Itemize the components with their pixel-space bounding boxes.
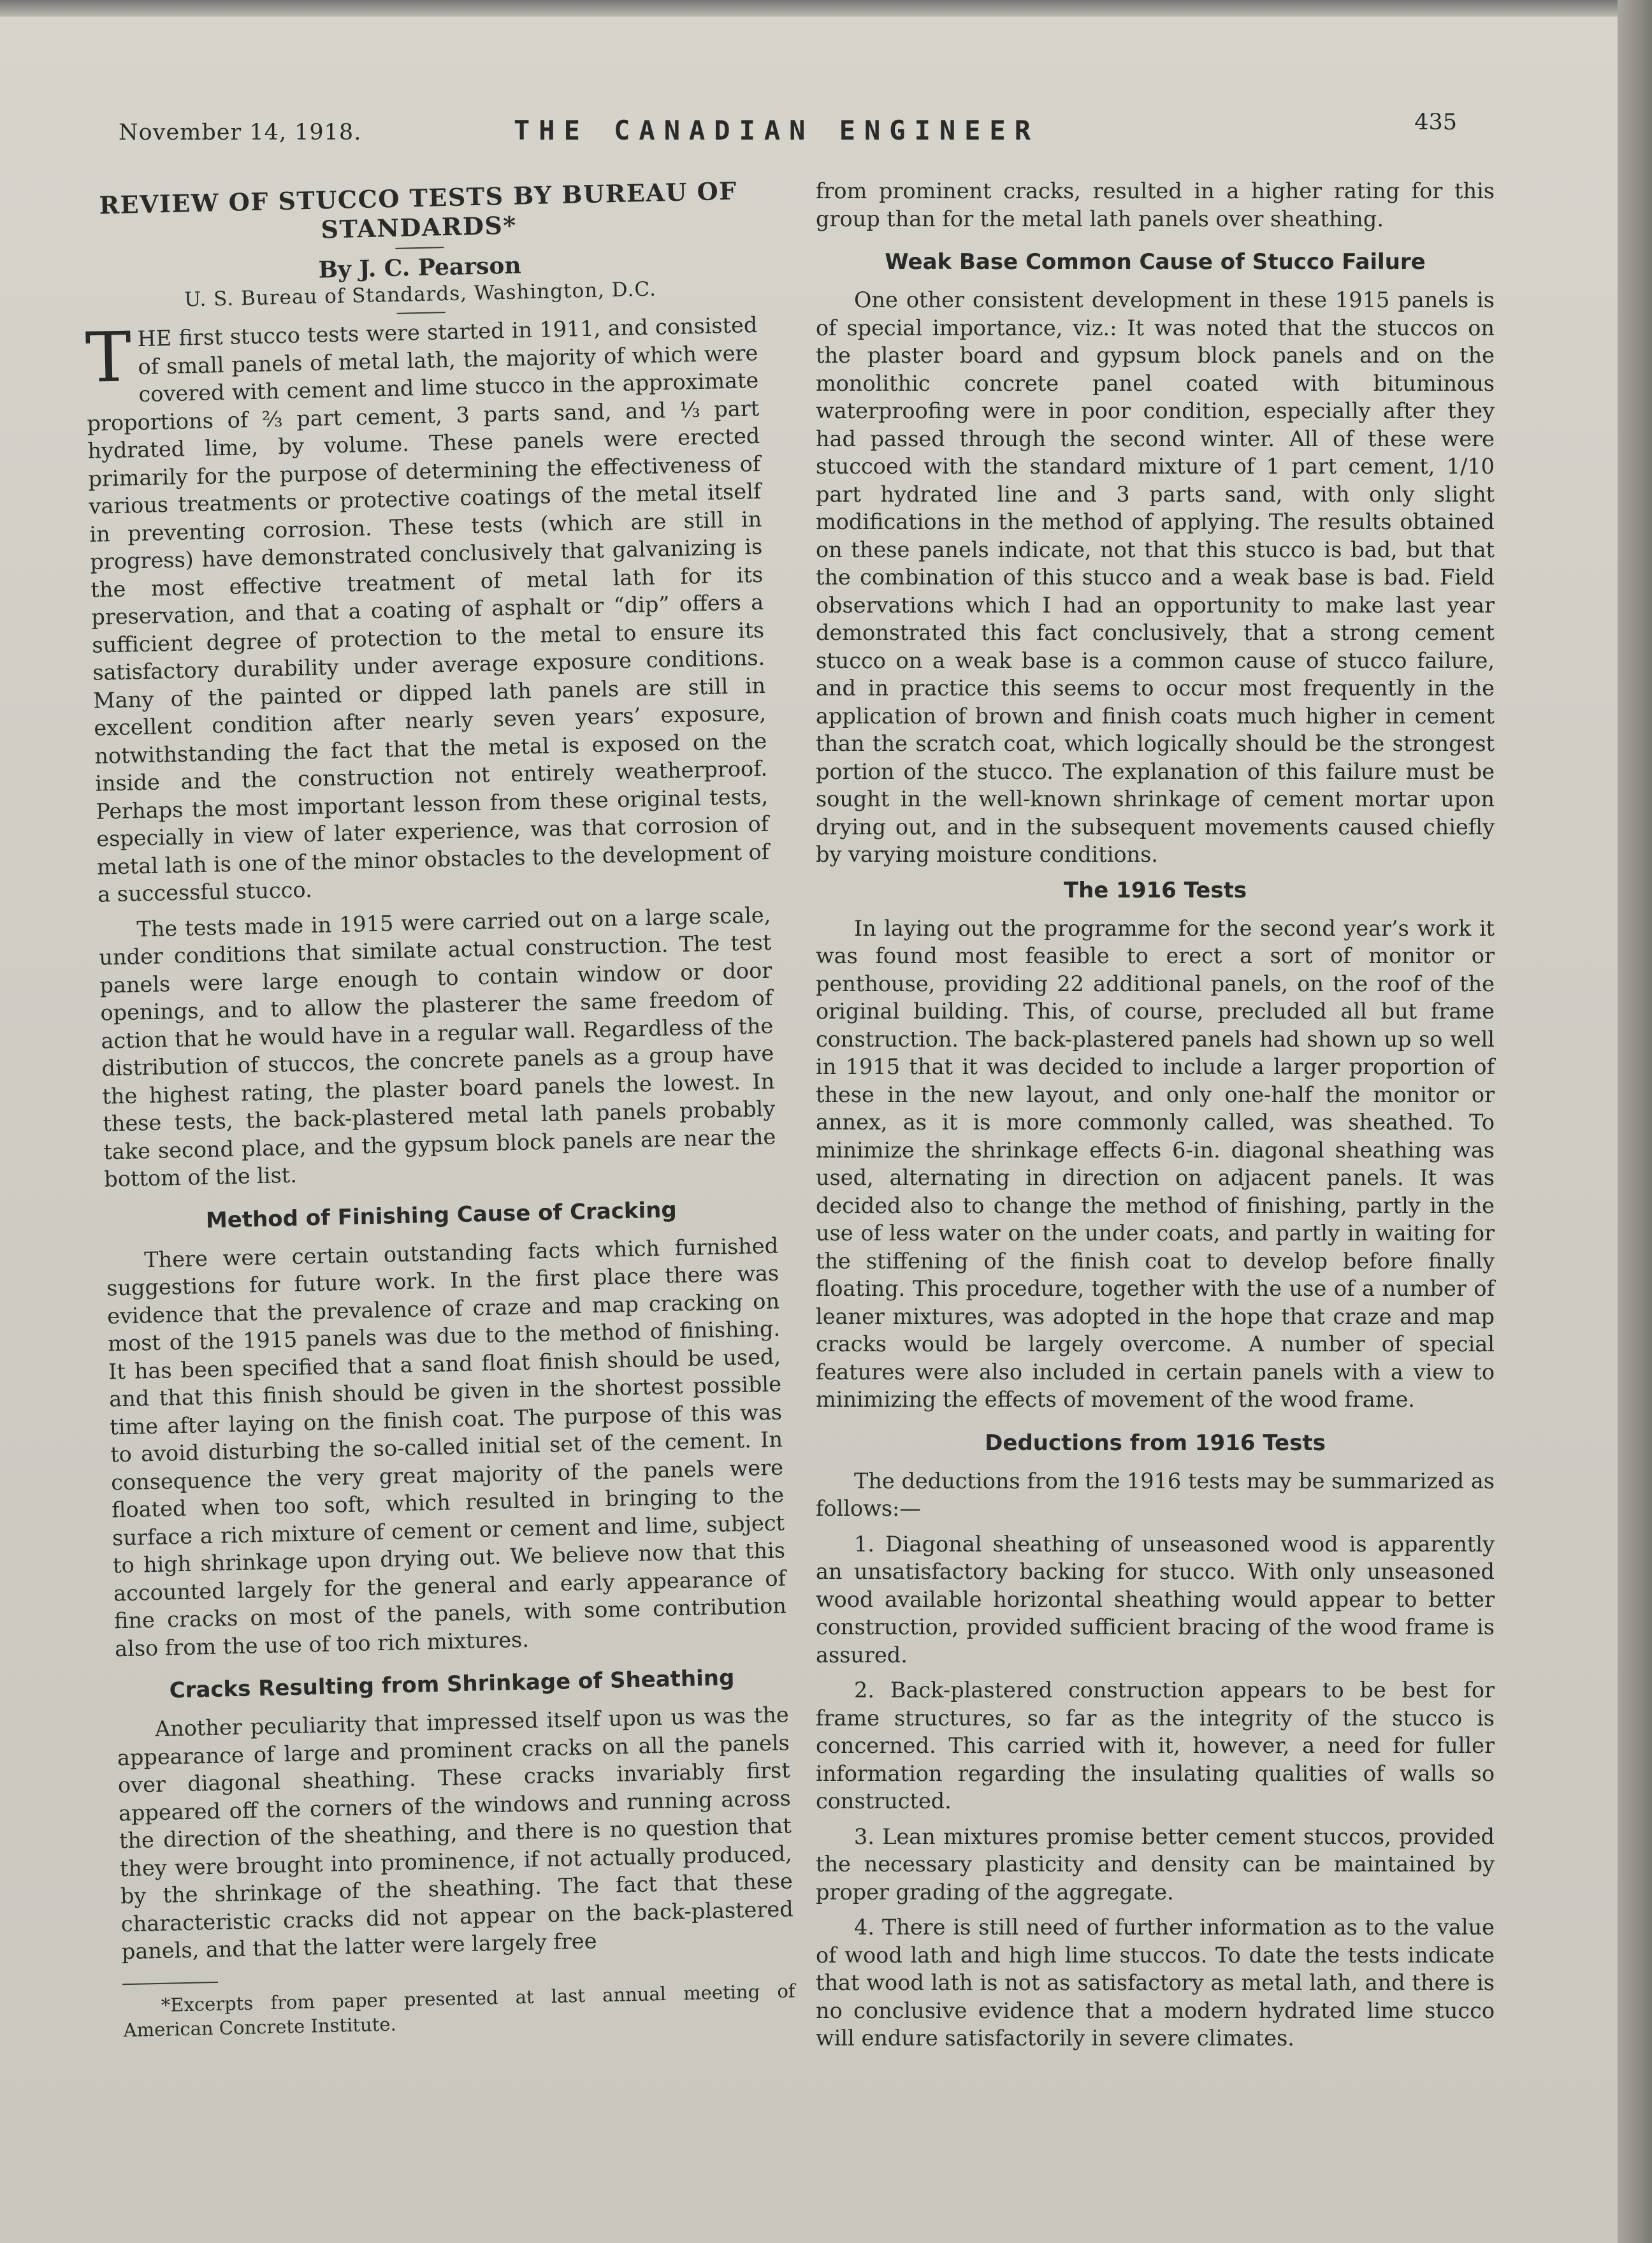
title-separator (395, 247, 444, 249)
paragraph-weak-base: One other consistent development in these 1915 panels is of special importance, viz.: It was noted that the stuccos on the plaster board and gypsum block panels and on the monolithic concrete panel coated with bituminous waterproofing were in poor condition, especially after they had passed through the second winter. All of these were stuccoed with the standard mixture of 1 part cement, 1/10 part hydrated line and 3 parts sand, with only slight modifications in the method of applying. The results obtained on these panels indicate, not that this stucco is bad, but that the combination of this stucco and a weak base is bad. Field observations which I had an opportunity to make last year demonstrated this fact conclusively, that a strong cement stucco on a weak base is a common cause of stucco failure, and in practice this seems to occur most frequently in the application of brown and finish coats much higher in cement than the scratch coat, which logically should be the strongest portion of the stucco. The explanation of this failure must be sought in the well-known shrinkage of cement mortar upon drying out, and in the subsequent movements caused chiefly by varying moisture conditions. (816, 287, 1495, 867)
paragraph-sheathing-cracks: Another peculiarity that impressed itself upon us was the appearance of large and prominent cracks on all the panels over diagonal sheathing. These cracks invariably first appeared off the corners of the windows and running across the direction of the sheathing, and there is no question that they were brought into prominence, if not actually produced, by the shrinkage of the sheathing. The fact that these characteristic cracks did not appear on the back-plastered panels, and that the latter were largely free (117, 1702, 794, 1964)
article-title-line-1: REVIEW OF STUCCO TESTS BY BUREAU OF (99, 176, 738, 220)
paragraph-finishing-method: There were certain outstanding facts which furnished suggestions for future work. In the first place there was evidence that the prevalence of craze and map cracking on most of the 1915 panels was due to the method of finishing. It has been specified that a sand float finish should be used, and that this finish should be given in the shortest possible time after laying on the finish coat. The purpose of this was to avoid disturbing the so-called initial set of the cement. In consequence the very great majority of the panels were floated when too soft, which resulted in bringing to the surface a rich mixture of cement or cement and lime, subject to high shrinkage upon drying out. We believe now that this accounted largely for the general and early appearance of fine cracks on most of the panels, with some contribution also from the use of too rich mixtures. (106, 1233, 787, 1661)
article-title (82, 176, 755, 250)
heading-weak-base: Weak Base Common Cause of Stucco Failure (885, 249, 1426, 275)
deduction-item-4: 4. There is still need of further information as to the value of wood lath and high lime stuccos. To date the tests indicate that wood lath is not as satisfactory as metal lath, and there is no conclusive evidence that a modern hydrated lime stucco will endure satisfactorily in severe climates. (816, 1915, 1495, 2051)
right-column (816, 177, 1495, 2060)
intro-text: HE first stucco tests were started in 1911, and consisted of small panels of metal lath, the majority of which were covered with cement and lime stucco in the approximate proportions of ⅔ part cement, 3 parts sand, and ⅓ part hydrated lime, by volume. These panels were erected primarily for the purpose of determining the effectiveness of various treatments or protective coatings of the metal itself in preventing corrosion. These tests (which are still in progress) have demonstrated conclusively that galvanizing is the most effective treatment of metal lath for its preservation, and that a coating of asphalt or “dip” offers a sufficient degree of protection to the metal to ensure its satisfactory durability under average exposure conditions. Many of the painted or dipped lath panels are still in excellent condition after nearly seven years’ exposure, notwithstanding the fact that the metal is exposed on the inside and the construction not entirely weatherproof. Perhaps the most important lesson from these original tests, especially in view of later experience, was that corrosion of metal lath is one of the minor obstacles to the development of a successful stucco. (87, 312, 770, 907)
author-byline: By J. C. Pearson (318, 252, 522, 284)
deduction-item-1: 1. Diagonal sheathing of unseasoned wood is apparently an unsatisfactory backing for stucco. With only unseasoned wood available horizontal sheathing would appear to better construction, provided sufficient bracing of the wood frame is assured. (816, 1531, 1495, 1667)
article-title-line-2: STANDARDS* (321, 210, 518, 244)
heading-deductions: Deductions from 1916 Tests (985, 1430, 1326, 1456)
issue-date: November 14, 1918. (119, 120, 362, 145)
paragraph-deductions-intro: The deductions from the 1916 tests may be summarized as follows:— (816, 1468, 1495, 1521)
footnote: *Excerpts from paper presented at last annual meeting of American Concrete Institute. (123, 1979, 795, 2041)
journal-title: THE CANADIAN ENGINEER (514, 115, 1040, 146)
running-header (119, 107, 1470, 152)
paragraph-1916-tests: In laying out the programme for the second year’s work it was found most feasible to erect a sort of monitor or penthouse, providing 22 additional panels, on the roof of the original building. This, of course, precluded all but frame construction. The back-plastered panels had shown up so well in 1915 that it was decided to include a larger proportion of these in the new layout, and only one-half the monitor or annex, as it is more commonly called, was sheathed. To minimize the shrinkage effects 6-in. diagonal sheathing was used, alternating in direction on adjacent panels. It was decided also to change the method of finishing, partly in the use of less water on the under coats, and partly in waiting for the stiffening of the finish coat to develop before finally floating. This procedure, together with the use of a number of leaner mixtures, was adopted in the hope that craze and map cracks would be largely overcome. A number of special features were also included in certain panels with a view to minimizing the effects of movement of the wood frame. (816, 915, 1495, 1412)
drop-cap: T (84, 317, 133, 398)
heading-sheathing-cracks: Cracks Resulting from Shrinkage of Sheathing (169, 1665, 735, 1704)
paragraph-1915-tests: The tests made in 1915 were carried out on a large scale, under conditions that similate actual construction. The test panels were large enough to contain window or door openings, and to allow the plasterer the same freedom of action that he would have in a regular wall. Regardless of the distribution of stuccos, the concrete panels as a group have the highest rating, the plaster board panels the lowest. In these tests, the back-plastered metal lath panels probably take second place, and the gypsum block panels are near the bottom of the list. (99, 902, 776, 1192)
heading-finishing-method: Method of Finishing Cause of Cracking (205, 1196, 677, 1233)
scan-right-edge (1618, 0, 1652, 2243)
deduction-item-3: 3. Lean mixtures promise better cement stuccos, provided the necessary plasticity and density can be maintained by proper grading of the aggregate. (816, 1824, 1495, 1905)
footnote-rule (122, 1981, 218, 1984)
paragraph-sheathing-cracks-continued: from prominent cracks, resulted in a higher rating for this group than for the metal lath panels over sheathing. (816, 178, 1495, 231)
intro-paragraph (85, 311, 770, 908)
heading-1916-tests: The 1916 Tests (1063, 877, 1247, 903)
left-column (82, 170, 796, 2042)
scan-top-edge (0, 0, 1652, 17)
deduction-item-2: 2. Back-plastered construction appears to be best for frame structures, so far as the integrity of the stucco is concerned. This carried with it, however, a need for fuller information regarding the insulating qualities of walls so constructed. (816, 1678, 1495, 1813)
byline-separator (396, 312, 445, 314)
author-affiliation: U. S. Bureau of Standards, Washington, D.C. (184, 277, 657, 312)
page-number: 435 (1414, 110, 1457, 135)
